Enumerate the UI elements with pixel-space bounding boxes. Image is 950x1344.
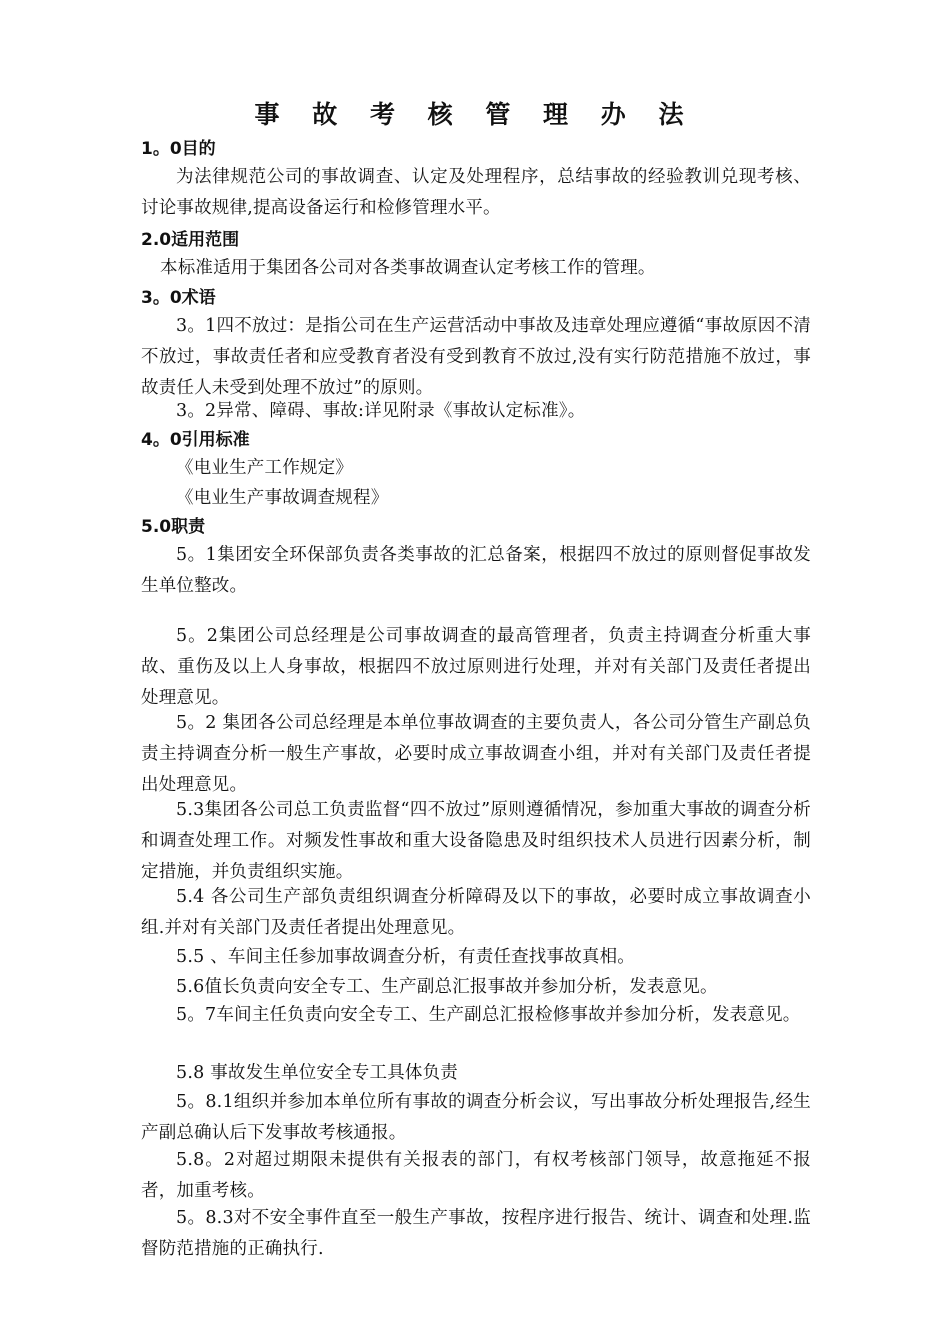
paragraph-resp-5-4: 5.4 各公司生产部负责组织调查分析障碍及以下的事故，必要时成立事故调查小组.并对有关部门及责任者提出处理意见。 [141, 887, 811, 938]
paragraph-resp-5-3: 5.3集团各公司总工负责监督“四不放过”原则遵循情况，参加重大事故的调查分析和调查处理工作。对频发性事故和重大设备隐患及时组织技术人员进行因素分析，制定措施，并负责组织实施。 [141, 800, 811, 882]
paragraph-resp-5-8: 5.8 事故发生单位安全专工具体负责 [176, 1063, 458, 1083]
paragraph-resp-5-2b: 5。2 集团各公司总经理是本单位事故调查的主要负责人，各公司分管生产副总负责主持调查分析一般生产事故，必要时成立事故调查小组，并对有关部门及责任者提出处理意见。 [141, 713, 811, 795]
paragraph-scope: 本标准适用于集团各公司对各类事故调查认定考核工作的管理。 [160, 258, 656, 278]
section-heading-scope: 2.0适用范围 [141, 230, 240, 250]
reference-item-1: 《电业生产工作规定》 [176, 458, 353, 478]
document-title: 事 故 考 核 管 理 办 法 [254, 100, 696, 129]
paragraph-terms-3-2: 3。2异常、障碍、事故:详见附录《事故认定标准》。 [176, 401, 586, 421]
paragraph-purpose: 为法律规范公司的事故调查、认定及处理程序，总结事故的经验教训兑现考核、讨论事故规律,提高设备运行和检修管理水平。 [141, 167, 811, 218]
section-heading-purpose: 1。0目的 [141, 139, 216, 159]
paragraph-resp-5-5: 5.5 、车间主任参加事故调查分析，有责任查找事故真相。 [176, 947, 635, 967]
section-heading-terms: 3。0术语 [141, 288, 216, 308]
paragraph-resp-5-2a: 5。2集团公司总经理是公司事故调查的最高管理者，负责主持调查分析重大事故、重伤及以上人身事故，根据四不放过原则进行处理，并对有关部门及责任者提出处理意见。 [141, 626, 811, 708]
paragraph-resp-5-8-1: 5。8.1组织并参加本单位所有事故的调查分析会议，写出事故分析处理报告,经生产副总确认后下发事故考核通报。 [141, 1092, 811, 1143]
paragraph-terms-3-1: 3。1四不放过：是指公司在生产运营活动中事故及违章处理应遵循“事故原因不清不放过，事故责任者和应受教育者没有受到教育不放过,没有实行防范措施不放过，事故责任人未受到处理不放过”的原则。 [141, 316, 811, 398]
paragraph-resp-5-7: 5。7车间主任负责向安全专工、生产副总汇报检修事故并参加分析，发表意见。 [176, 1005, 801, 1025]
paragraph-resp-5-1: 5。1集团安全环保部负责各类事故的汇总备案，根据四不放过的原则督促事故发生单位整改。 [141, 545, 811, 596]
section-heading-responsibilities: 5.0职责 [141, 517, 206, 537]
paragraph-resp-5-8-2: 5.8。2对超过期限未提供有关报表的部门，有权考核部门领导，故意拖延不报者，加重考核。 [141, 1150, 811, 1201]
paragraph-resp-5-6: 5.6值长负责向安全专工、生产副总汇报事故并参加分析，发表意见。 [176, 977, 718, 997]
paragraph-resp-5-8-3: 5。8.3对不安全事件直至一般生产事故，按程序进行报告、统计、调查和处理.监督防范措施的正确执行. [141, 1208, 811, 1259]
reference-item-2: 《电业生产事故调查规程》 [176, 488, 389, 508]
section-heading-references: 4。0引用标准 [141, 430, 250, 450]
